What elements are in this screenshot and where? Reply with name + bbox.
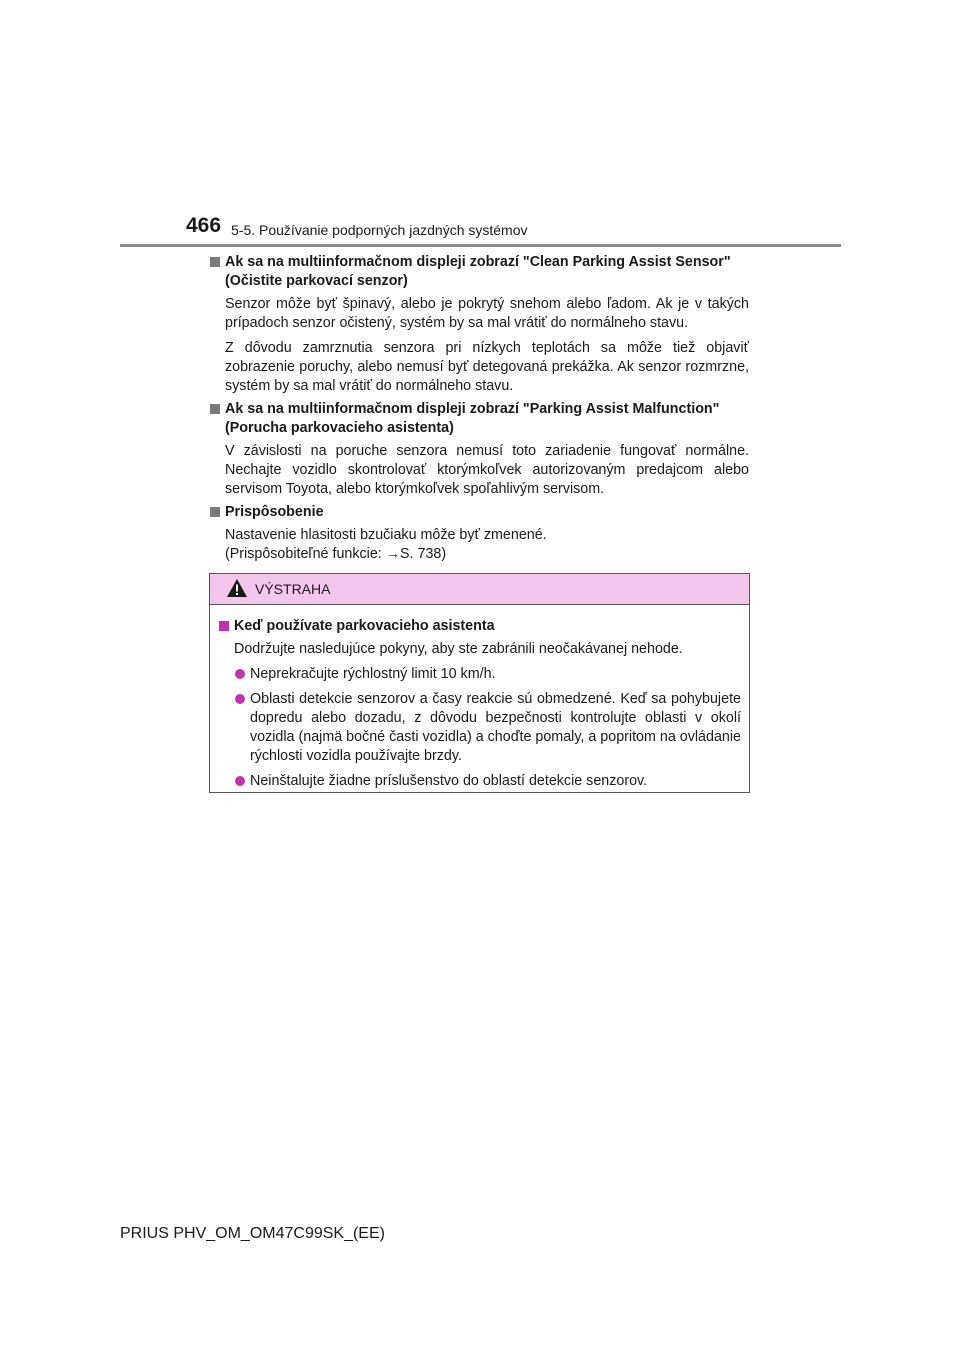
section-heading-text: Ak sa na multiinformačnom displeji zobrazí "Clean Parking Assist Sensor" (Očistite parkovací senzor) xyxy=(225,254,731,289)
section-malfunction xyxy=(209,400,749,499)
warning-bullet xyxy=(218,690,741,766)
square-bullet-icon xyxy=(210,507,220,517)
warning-title: VÝSTRAHA xyxy=(255,581,331,597)
square-bullet-icon xyxy=(210,404,220,414)
header-divider xyxy=(120,244,841,247)
paragraph: Z dôvodu zamrznutia senzora pri nízkych teplotách sa môže tiež objaviť zobrazenie poruchy, alebo nemusí byť detegovaná prekážka. Ak senzor rozmrzne, systém by sa mal vrátiť do normálneho stavu. xyxy=(225,340,749,394)
warning-body xyxy=(210,605,749,791)
footer-document-code: PRIUS PHV_OM_OM47C99SK_(EE) xyxy=(120,1225,385,1242)
warning-bullet-text: Neprekračujte rýchlostný limit 10 km/h. xyxy=(250,666,496,682)
section-customization xyxy=(209,503,749,564)
circle-bullet-icon xyxy=(235,669,245,679)
square-bullet-icon xyxy=(219,621,229,631)
page-reference[interactable]: (Prispôsobiteľné funkcie: →S. 738) xyxy=(225,546,447,562)
warning-triangle-icon xyxy=(226,578,248,598)
paragraph: Nastavenie hlasitosti bzučiaku môže byť zmenené. xyxy=(225,527,547,543)
warning-heading-text: Keď používate parkovacieho asistenta xyxy=(234,618,495,634)
page-number: 466 xyxy=(186,214,222,237)
section-clean-sensor xyxy=(209,253,749,396)
warning-intro: Dodržujte nasledujúce pokyny, aby ste zabránili neočakávanej nehode. xyxy=(234,641,683,657)
section-heading xyxy=(209,253,749,291)
square-bullet-icon xyxy=(210,257,220,267)
main-content xyxy=(209,253,749,568)
chapter-title: 5-5. Používanie podporných jazdných systémov xyxy=(231,222,528,238)
circle-bullet-icon xyxy=(235,776,245,786)
warning-bullet xyxy=(218,665,741,684)
section-heading-text: Prispôsobenie xyxy=(225,504,324,520)
section-heading xyxy=(209,400,749,438)
warning-bullet-text: Neinštalujte žiadne príslušenstvo do oblastí detekcie senzorov. xyxy=(250,773,648,789)
circle-bullet-icon xyxy=(235,694,245,704)
paragraph: Senzor môže byť špinavý, alebo je pokrytý snehom alebo ľadom. Ak je v takých prípadoch senzor očistený, systém by sa mal vrátiť do normálneho stavu. xyxy=(225,296,749,331)
warning-bullet xyxy=(218,772,741,791)
section-heading-text: Ak sa na multiinformačnom displeji zobrazí "Parking Assist Malfunction" (Porucha parkovacieho asistenta) xyxy=(225,401,720,436)
section-heading xyxy=(209,503,749,522)
warning-box xyxy=(209,573,750,793)
warning-header xyxy=(210,574,749,605)
warning-bullet-text: Oblasti detekcie senzorov a časy reakcie sú obmedzené. Keď sa pohybujete dopredu alebo dozadu, z dôvodu bezpečnosti kontrolujte oblasti v okolí vozidla (najmä bočné časti vozidla) a choďte pomaly, a popritom na ovládanie rýchlosti vozidla používajte brzdy. xyxy=(250,691,741,764)
paragraph: V závislosti na poruche senzora nemusí toto zariadenie fungovať normálne. Nechajte vozidlo skontrolovať ktorýmkoľvek autorizovaným predajcom alebo servisom Toyota, alebo ktorýmkoľvek spoľahlivým servisom. xyxy=(225,443,749,497)
warning-heading xyxy=(218,617,741,636)
